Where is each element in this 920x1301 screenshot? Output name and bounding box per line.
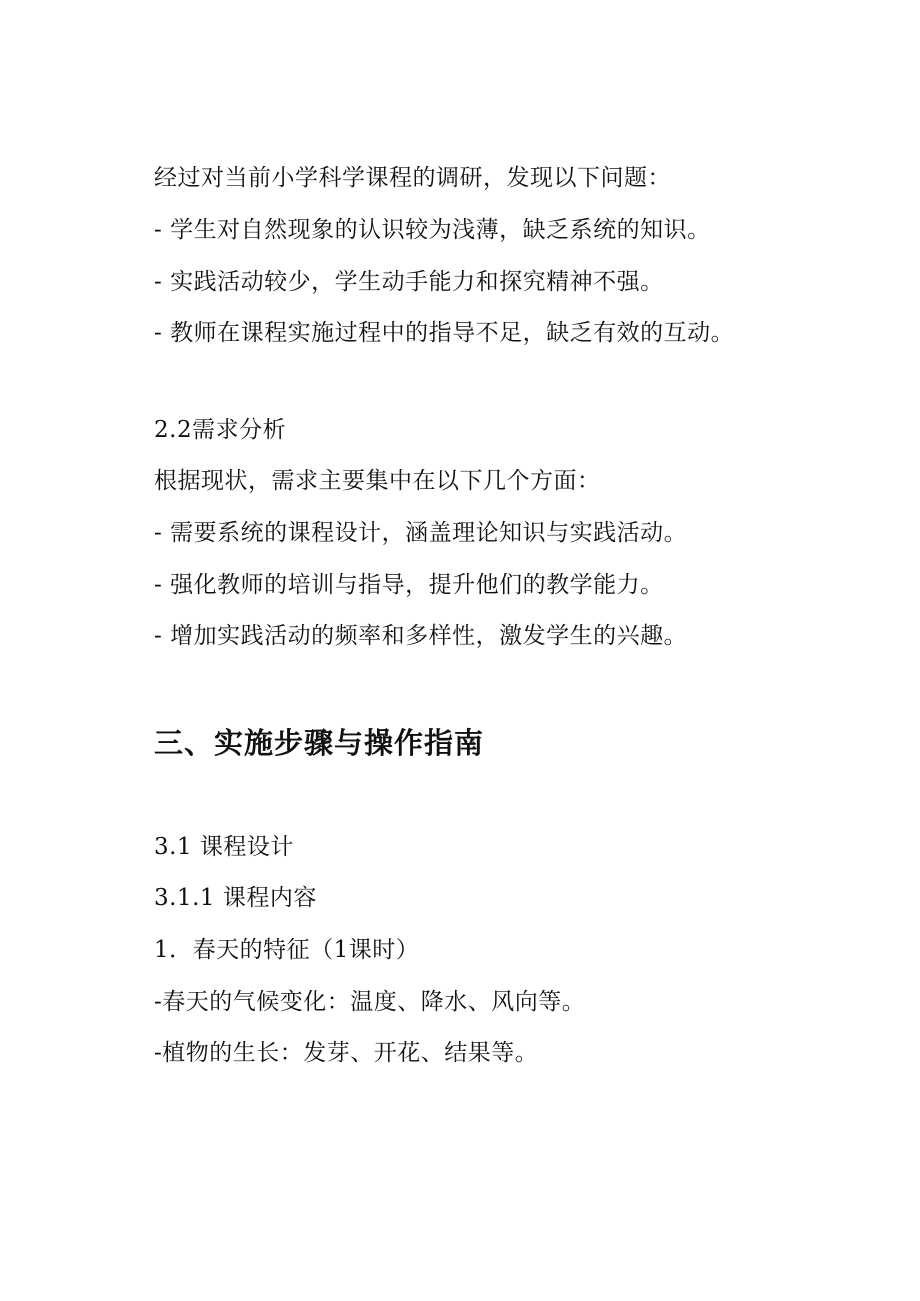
needs-item-1: - 需要系统的课程设计，涵盖理论知识与实践活动。 xyxy=(154,520,688,546)
problem-item-3: - 教师在课程实施过程中的指导不足，缺乏有效的互动。 xyxy=(154,320,735,346)
section-3-1-title: 3.1 课程设计 xyxy=(154,834,294,860)
section-2-2-title: 2.2需求分析 xyxy=(154,417,287,443)
problem-item-2: - 实践活动较少，学生动手能力和探究精神不强。 xyxy=(154,269,664,295)
course-item-1-point-2: -植物的生长：发芽、开花、结果等。 xyxy=(154,1040,539,1066)
needs-item-3: - 增加实践活动的频率和多样性，激发学生的兴趣。 xyxy=(154,623,688,649)
problem-item-1: - 学生对自然现象的认识较为浅薄，缺乏系统的知识。 xyxy=(154,217,711,243)
problem-intro: 经过对当前小学科学课程的调研，发现以下问题： xyxy=(154,165,671,191)
course-item-1-point-1: -春天的气候变化：温度、降水、风向等。 xyxy=(154,989,586,1015)
needs-intro: 根据现状，需求主要集中在以下几个方面： xyxy=(154,468,601,494)
section-3-1-1-title: 3.1.1 课程内容 xyxy=(154,885,317,911)
chapter-3-heading: 三、实施步骤与操作指南 xyxy=(154,726,485,760)
course-item-1-title: 1．春天的特征（1课时） xyxy=(154,937,420,963)
needs-item-2: - 强化教师的培训与指导，提升他们的教学能力。 xyxy=(154,572,664,598)
